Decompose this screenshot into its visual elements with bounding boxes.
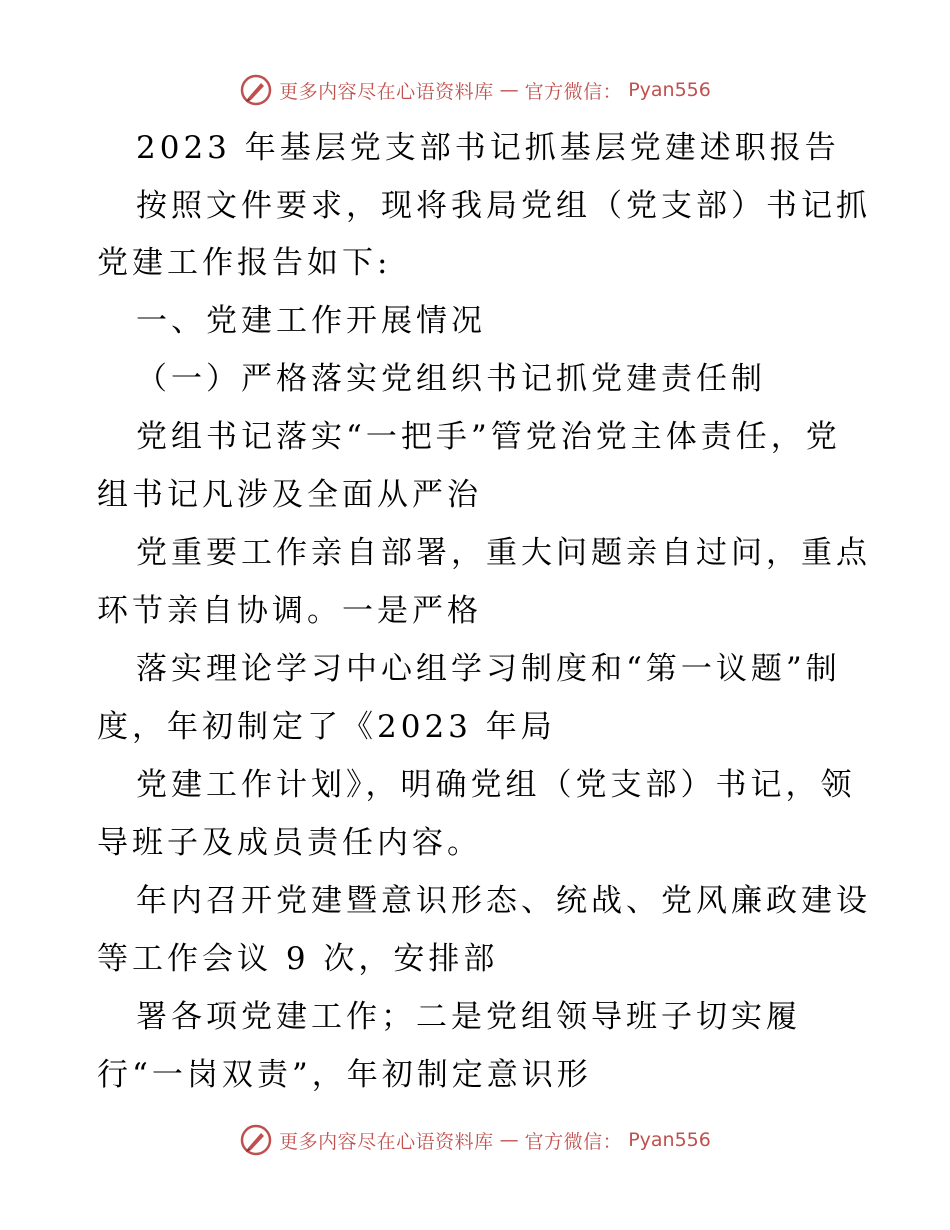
paragraph-line: 导班子及成员责任内容。	[97, 825, 482, 861]
paragraph-line: 党组书记落实“一把手”管党治党主体责任，党	[136, 419, 841, 455]
watermark-separator: —	[499, 1129, 519, 1151]
paragraph-line: 按照文件要求，现将我局党组（党支部）书记抓	[136, 188, 871, 224]
watermark-account-label: 官方微信：	[524, 1130, 623, 1153]
section-heading: 一、党建工作开展情况	[136, 303, 486, 339]
watermark-account-label: 官方微信：	[524, 80, 623, 103]
watermark-text: 更多内容尽在心语资料库	[279, 80, 494, 103]
paragraph-line: 年内召开党建暨意识形态、统战、党风廉政建设	[136, 883, 871, 919]
paragraph-line: 署各项党建工作；二是党组领导班子切实履	[136, 999, 801, 1035]
watermark-account: Pyan556	[628, 79, 711, 101]
subsection-heading: （一）严格落实党组织书记抓党建责任制	[136, 361, 766, 397]
document-title: 2023 年基层党支部书记抓基层党建述职报告	[136, 130, 840, 166]
paragraph-line: 行“一岗双责”，年初制定意识形	[97, 1057, 592, 1093]
watermark-text: 更多内容尽在心语资料库	[279, 1130, 494, 1153]
pen-logo-icon	[239, 1123, 273, 1157]
footer-watermark	[0, 1120, 950, 1160]
paragraph-line: 组书记凡涉及全面从严治	[97, 477, 482, 513]
header-watermark	[0, 70, 950, 110]
watermark-separator: —	[499, 79, 519, 101]
paragraph-line: 落实理论学习中心组学习制度和“第一议题”制	[136, 651, 841, 687]
paragraph-line: 党建工作报告如下:	[97, 245, 392, 281]
paragraph-line: 党建工作计划》，明确党组（党支部）书记，领	[136, 767, 856, 803]
paragraph-line: 党重要工作亲自部署，重大问题亲自过问，重点	[136, 535, 871, 571]
paragraph-line: 等工作会议 9 次，安排部	[97, 941, 499, 977]
paragraph-line: 度，年初制定了《2023 年局	[97, 709, 556, 745]
pen-logo-icon	[239, 73, 273, 107]
watermark-account: Pyan556	[628, 1129, 711, 1151]
paragraph-line: 环节亲自协调。一是严格	[97, 593, 482, 629]
